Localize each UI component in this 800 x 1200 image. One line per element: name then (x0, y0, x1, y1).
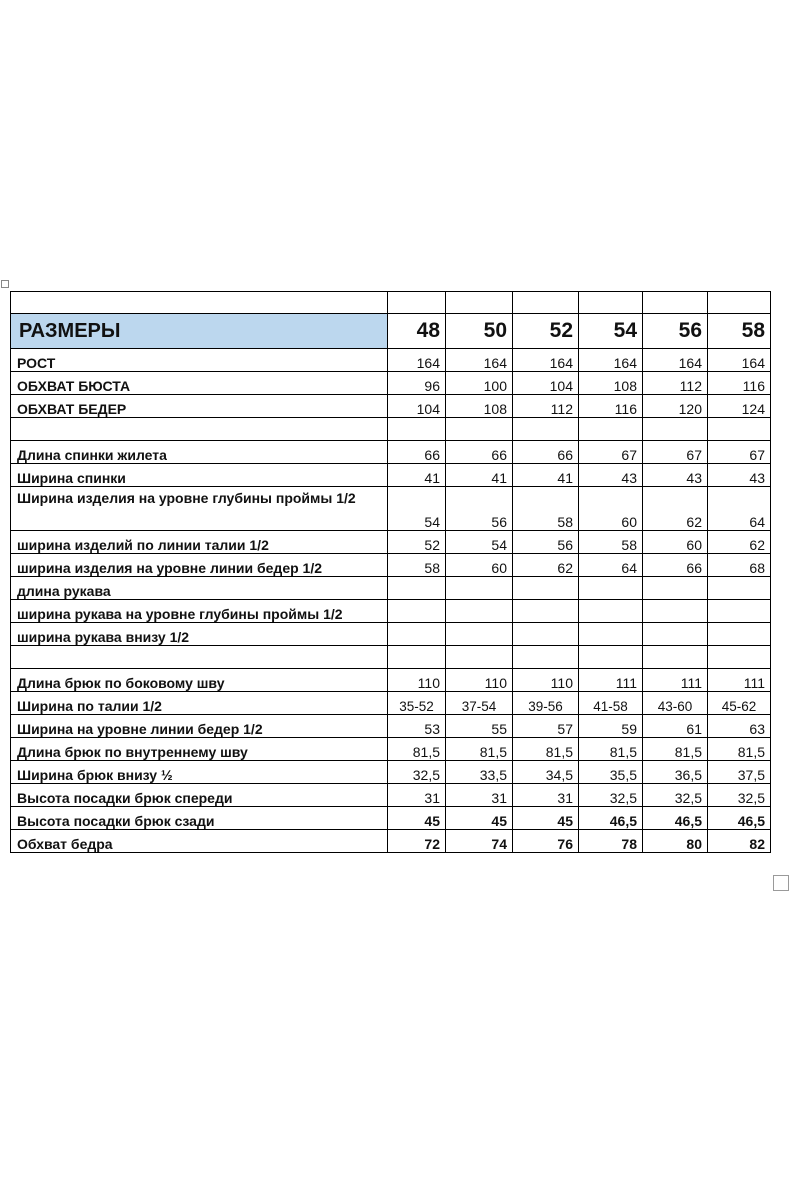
cell-value: 33,5 (446, 761, 513, 784)
table-row (11, 623, 771, 646)
cell-value: 31 (388, 784, 446, 807)
cell-value (643, 418, 708, 441)
table-row (11, 784, 771, 807)
table-row (11, 554, 771, 577)
cell-value: 110 (513, 669, 579, 692)
table-move-handle[interactable] (1, 280, 9, 288)
cell-value: 81,5 (579, 738, 643, 761)
cell-value: 46,5 (643, 807, 708, 830)
cell-value: 104 (513, 372, 579, 395)
row-label (11, 418, 388, 441)
cell-value: 66 (643, 554, 708, 577)
cell-value: 41 (513, 464, 579, 487)
row-label: ширина рукава на уровне глубины проймы 1/2 (11, 600, 388, 623)
cell-value: 45 (513, 807, 579, 830)
cell-value: 164 (513, 349, 579, 372)
cell-value: 36,5 (643, 761, 708, 784)
cell-value: 64 (579, 554, 643, 577)
cell-value (643, 646, 708, 669)
cell-value: 110 (388, 669, 446, 692)
cell-value (708, 418, 771, 441)
cell-value: 81,5 (388, 738, 446, 761)
table-row (11, 349, 771, 372)
cell-value (513, 577, 579, 600)
cell-value: 41-58 (579, 692, 643, 715)
cell-value: 45 (388, 807, 446, 830)
cell-value: 76 (513, 830, 579, 853)
cell-value: 81,5 (513, 738, 579, 761)
size-header: 50 (446, 314, 513, 349)
cell-value: 81,5 (643, 738, 708, 761)
cell-value: 164 (708, 349, 771, 372)
cell-value: 46,5 (708, 807, 771, 830)
cell-value: 108 (446, 395, 513, 418)
cell-value: 53 (388, 715, 446, 738)
cell-value: 116 (579, 395, 643, 418)
cell-value: 62 (643, 487, 708, 531)
table-row (11, 441, 771, 464)
cell-value: 67 (708, 441, 771, 464)
cell-value: 43 (643, 464, 708, 487)
row-label: Длина спинки жилета (11, 441, 388, 464)
cell-value: 111 (643, 669, 708, 692)
cell-value (446, 418, 513, 441)
cell-value: 110 (446, 669, 513, 692)
cell-value: 104 (388, 395, 446, 418)
table-row (11, 487, 771, 531)
cell-value: 67 (579, 441, 643, 464)
cell-value: 60 (643, 531, 708, 554)
row-label: длина рукава (11, 577, 388, 600)
cell-value (388, 623, 446, 646)
cell-value: 56 (446, 487, 513, 531)
cell-value: 54 (446, 531, 513, 554)
table-row (11, 738, 771, 761)
table-row (11, 715, 771, 738)
cell-value: 35-52 (388, 692, 446, 715)
cell-value: 66 (513, 441, 579, 464)
cell-value (579, 577, 643, 600)
cell-value: 45-62 (708, 692, 771, 715)
row-label: РОСТ (11, 349, 388, 372)
row-label: Ширина спинки (11, 464, 388, 487)
cell-value: 61 (643, 715, 708, 738)
cell-value: 80 (643, 830, 708, 853)
cell-value: 100 (446, 372, 513, 395)
cell-value: 112 (513, 395, 579, 418)
table-row (11, 646, 771, 669)
cell-value: 67 (643, 441, 708, 464)
cell-value (513, 646, 579, 669)
cell-value (579, 623, 643, 646)
cell-value: 37-54 (446, 692, 513, 715)
table-row (11, 830, 771, 853)
cell-value: 58 (513, 487, 579, 531)
cell-value (513, 600, 579, 623)
cell-value: 35,5 (579, 761, 643, 784)
cell-value: 43-60 (643, 692, 708, 715)
table-row (11, 577, 771, 600)
cell-value: 60 (446, 554, 513, 577)
cell-value (388, 646, 446, 669)
header-label: РАЗМЕРЫ (11, 314, 388, 349)
row-label: ширина изделий по линии талии 1/2 (11, 531, 388, 554)
row-label: ширина изделия на уровне линии бедер 1/2 (11, 554, 388, 577)
size-header: 56 (643, 314, 708, 349)
cell-value: 41 (388, 464, 446, 487)
table-row (11, 464, 771, 487)
cell-value: 108 (579, 372, 643, 395)
size-header: 52 (513, 314, 579, 349)
cell-value: 72 (388, 830, 446, 853)
cell-value: 32,5 (708, 784, 771, 807)
cell-value (446, 600, 513, 623)
cell-value: 43 (579, 464, 643, 487)
empty-top-row (11, 292, 771, 314)
table-resize-handle[interactable] (773, 875, 789, 891)
cell-value: 112 (643, 372, 708, 395)
cell-value: 55 (446, 715, 513, 738)
row-label: Ширина на уровне линии бедер 1/2 (11, 715, 388, 738)
row-label: Длина брюк по внутреннему шву (11, 738, 388, 761)
cell-value (513, 623, 579, 646)
cell-value: 52 (388, 531, 446, 554)
cell-value: 57 (513, 715, 579, 738)
cell-value (388, 418, 446, 441)
cell-value: 164 (643, 349, 708, 372)
table-row (11, 692, 771, 715)
cell-value: 64 (708, 487, 771, 531)
cell-value (513, 418, 579, 441)
cell-value: 58 (388, 554, 446, 577)
cell-value: 58 (579, 531, 643, 554)
cell-value (446, 577, 513, 600)
cell-value: 164 (388, 349, 446, 372)
cell-value: 37,5 (708, 761, 771, 784)
cell-value: 54 (388, 487, 446, 531)
cell-value (643, 623, 708, 646)
table-row (11, 418, 771, 441)
cell-value: 66 (388, 441, 446, 464)
table-row (11, 600, 771, 623)
cell-value (708, 600, 771, 623)
cell-value: 32,5 (388, 761, 446, 784)
size-chart-table (10, 291, 771, 853)
row-label: ширина рукава внизу 1/2 (11, 623, 388, 646)
row-label: Высота посадки брюк спереди (11, 784, 388, 807)
table-row (11, 372, 771, 395)
cell-value (579, 646, 643, 669)
row-label (11, 646, 388, 669)
cell-value: 39-56 (513, 692, 579, 715)
cell-value: 32,5 (643, 784, 708, 807)
cell-value: 111 (708, 669, 771, 692)
cell-value: 62 (708, 531, 771, 554)
cell-value: 120 (643, 395, 708, 418)
cell-value (446, 646, 513, 669)
size-header: 48 (388, 314, 446, 349)
cell-value: 41 (446, 464, 513, 487)
cell-value: 32,5 (579, 784, 643, 807)
cell-value: 62 (513, 554, 579, 577)
cell-value: 164 (446, 349, 513, 372)
cell-value: 164 (579, 349, 643, 372)
table-row (11, 807, 771, 830)
cell-value: 66 (446, 441, 513, 464)
row-label: ОБХВАТ БЮСТА (11, 372, 388, 395)
cell-value (643, 600, 708, 623)
cell-value: 82 (708, 830, 771, 853)
cell-value (388, 600, 446, 623)
cell-value: 45 (446, 807, 513, 830)
cell-value (388, 577, 446, 600)
cell-value: 81,5 (708, 738, 771, 761)
cell-value: 46,5 (579, 807, 643, 830)
cell-value (643, 577, 708, 600)
cell-value: 78 (579, 830, 643, 853)
table-row (11, 531, 771, 554)
cell-value (708, 577, 771, 600)
cell-value (708, 646, 771, 669)
row-label: Высота посадки брюк сзади (11, 807, 388, 830)
cell-value: 96 (388, 372, 446, 395)
cell-value: 68 (708, 554, 771, 577)
cell-value: 31 (446, 784, 513, 807)
row-label: Обхват бедра (11, 830, 388, 853)
cell-value: 60 (579, 487, 643, 531)
size-header: 58 (708, 314, 771, 349)
table-body (11, 349, 771, 853)
cell-value: 59 (579, 715, 643, 738)
cell-value: 34,5 (513, 761, 579, 784)
table-row (11, 761, 771, 784)
cell-value: 124 (708, 395, 771, 418)
row-label: Длина брюк по боковому шву (11, 669, 388, 692)
row-label: Ширина изделия на уровне глубины проймы 1/2 (11, 487, 388, 531)
header-row (11, 314, 771, 349)
cell-value: 74 (446, 830, 513, 853)
row-label: Ширина брюк внизу ½ (11, 761, 388, 784)
cell-value: 43 (708, 464, 771, 487)
cell-value (579, 600, 643, 623)
table-row (11, 669, 771, 692)
cell-value: 56 (513, 531, 579, 554)
cell-value: 63 (708, 715, 771, 738)
row-label: ОБХВАТ БЕДЕР (11, 395, 388, 418)
cell-value: 31 (513, 784, 579, 807)
cell-value (446, 623, 513, 646)
row-label: Ширина по талии 1/2 (11, 692, 388, 715)
size-header: 54 (579, 314, 643, 349)
cell-value (708, 623, 771, 646)
table-row (11, 395, 771, 418)
cell-value (579, 418, 643, 441)
cell-value: 111 (579, 669, 643, 692)
cell-value: 116 (708, 372, 771, 395)
cell-value: 81,5 (446, 738, 513, 761)
